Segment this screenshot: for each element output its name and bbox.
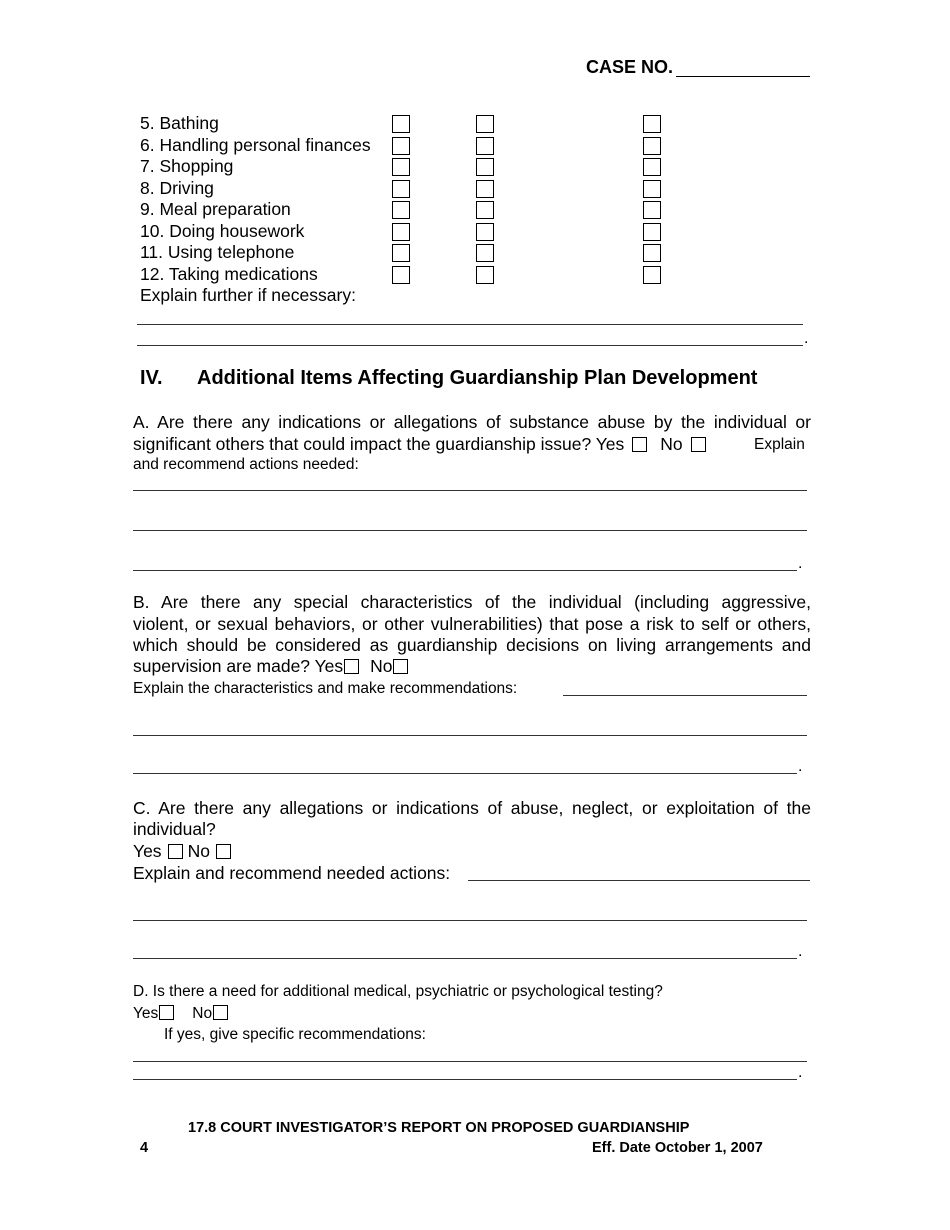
page-number: 4 [140, 1140, 149, 1156]
period: . [798, 758, 803, 775]
adl-checkbox-col1[interactable] [392, 266, 410, 284]
b-explain-label: Explain the characteristics and make recommendations: [133, 680, 518, 697]
b-no-checkbox[interactable] [393, 659, 408, 674]
adl-checkbox-col1[interactable] [392, 180, 410, 198]
a-explain-label: and recommend actions needed: [133, 456, 359, 473]
question-a-line: A. Are there any indications or allegations of substance abuse by the individual or [133, 412, 811, 432]
adl-item-label: 5. Bathing [140, 113, 219, 133]
a-yes-checkbox[interactable] [632, 437, 647, 452]
adl-checkbox-col2[interactable] [476, 180, 494, 198]
b-no-label: No [370, 656, 393, 676]
adl-checkbox-col2[interactable] [476, 137, 494, 155]
adl-checkbox-col2[interactable] [476, 244, 494, 262]
footer-title: 17.8 COURT INVESTIGATOR’S REPORT ON PROPOSED GUARDIANSHIP [188, 1120, 690, 1136]
question-a-text: significant others that could impact the guardianship issue? Yes [133, 434, 625, 454]
c-no-label: No [187, 841, 210, 861]
d-yes-checkbox[interactable] [159, 1005, 174, 1020]
c-no-checkbox[interactable] [216, 844, 231, 859]
c-yes-no [133, 841, 234, 861]
adl-checkbox-col2[interactable] [476, 158, 494, 176]
d-answer-line[interactable] [133, 1061, 807, 1062]
a-answer-line[interactable] [133, 490, 807, 491]
adl-checkbox-col3[interactable] [643, 223, 661, 241]
c-answer-line[interactable] [133, 958, 797, 959]
adl-checkbox-col2[interactable] [476, 115, 494, 133]
adl-item-label: 11. Using telephone [140, 242, 295, 262]
c-yes-checkbox[interactable] [168, 844, 183, 859]
question-c-line: individual? [133, 819, 216, 839]
period: . [798, 943, 803, 960]
explain-line[interactable] [137, 345, 803, 346]
question-c-line: C. Are there any allegations or indications of abuse, neglect, or exploitation of the [133, 798, 811, 818]
b-answer-line[interactable] [563, 695, 807, 696]
adl-item-label: 9. Meal preparation [140, 199, 291, 219]
period: . [798, 555, 803, 572]
c-explain-label: Explain and recommend needed actions: [133, 863, 451, 883]
b-yes-checkbox[interactable] [344, 659, 359, 674]
adl-checkbox-col3[interactable] [643, 244, 661, 262]
d-explain-label: If yes, give specific recommendations: [164, 1026, 426, 1043]
a-answer-line[interactable] [133, 530, 807, 531]
question-b-line: violent, or sexual behaviors, or other vulnerabilities) that pose a risk to self or others, [133, 614, 811, 634]
case-no-label: CASE NO. [586, 57, 674, 77]
adl-checkbox-col3[interactable] [643, 137, 661, 155]
question-b-text: supervision are made? Yes [133, 656, 344, 676]
d-yes-no [133, 1004, 231, 1024]
d-no-label: No [192, 1005, 213, 1022]
question-d-line: D. Is there a need for additional medical, psychiatric or psychological testing? [133, 983, 663, 1000]
period: . [804, 330, 809, 347]
adl-checkbox-col1[interactable] [392, 158, 410, 176]
explain-line[interactable] [137, 324, 803, 325]
period: . [798, 1064, 803, 1081]
adl-checkbox-col3[interactable] [643, 115, 661, 133]
d-yes-label: Yes [133, 1005, 159, 1022]
question-b-line: B. Are there any special characteristics of the individual (including aggressive, [133, 592, 811, 612]
c-yes-label: Yes [133, 841, 162, 861]
adl-checkbox-col1[interactable] [392, 244, 410, 262]
adl-checkbox-col2[interactable] [476, 223, 494, 241]
case-no-field[interactable] [676, 76, 810, 77]
adl-item-label: 8. Driving [140, 177, 214, 198]
explain-further-label: Explain further if necessary: [140, 285, 356, 305]
c-answer-line[interactable] [468, 880, 810, 881]
adl-checkbox-col2[interactable] [476, 201, 494, 219]
d-no-checkbox[interactable] [213, 1005, 228, 1020]
section-title: Additional Items Affecting Guardianship Plan Development [197, 367, 758, 389]
question-b-line: which should be considered as guardianship decisions on living arrangements and [133, 635, 811, 655]
adl-item-label: 7. Shopping [140, 156, 234, 176]
b-answer-line[interactable] [133, 773, 797, 774]
adl-checkbox-col3[interactable] [643, 180, 661, 198]
adl-checkbox-col1[interactable] [392, 115, 410, 133]
effective-date: Eff. Date October 1, 2007 [592, 1140, 763, 1156]
adl-checkbox-col1[interactable] [392, 137, 410, 155]
a-no-label: No [660, 434, 683, 454]
c-answer-line[interactable] [133, 920, 807, 921]
adl-item-label: 10. Doing housework [140, 220, 305, 241]
a-answer-line[interactable] [133, 570, 797, 571]
adl-checkbox-col1[interactable] [392, 201, 410, 219]
adl-checkbox-col3[interactable] [643, 158, 661, 176]
a-explain-label: Explain [754, 436, 805, 453]
question-b-line [133, 656, 411, 676]
adl-checkbox-col3[interactable] [643, 266, 661, 284]
adl-checkbox-col3[interactable] [643, 201, 661, 219]
section-number: IV. [140, 367, 163, 389]
adl-checkbox-col1[interactable] [392, 223, 410, 241]
d-answer-line[interactable] [133, 1079, 797, 1080]
a-no-checkbox[interactable] [691, 437, 706, 452]
adl-item-label: 12. Taking medications [140, 263, 318, 284]
adl-item-label: 6. Handling personal finances [140, 134, 371, 155]
adl-checkbox-col2[interactable] [476, 266, 494, 284]
b-answer-line[interactable] [133, 735, 807, 736]
question-a-line [133, 434, 709, 454]
